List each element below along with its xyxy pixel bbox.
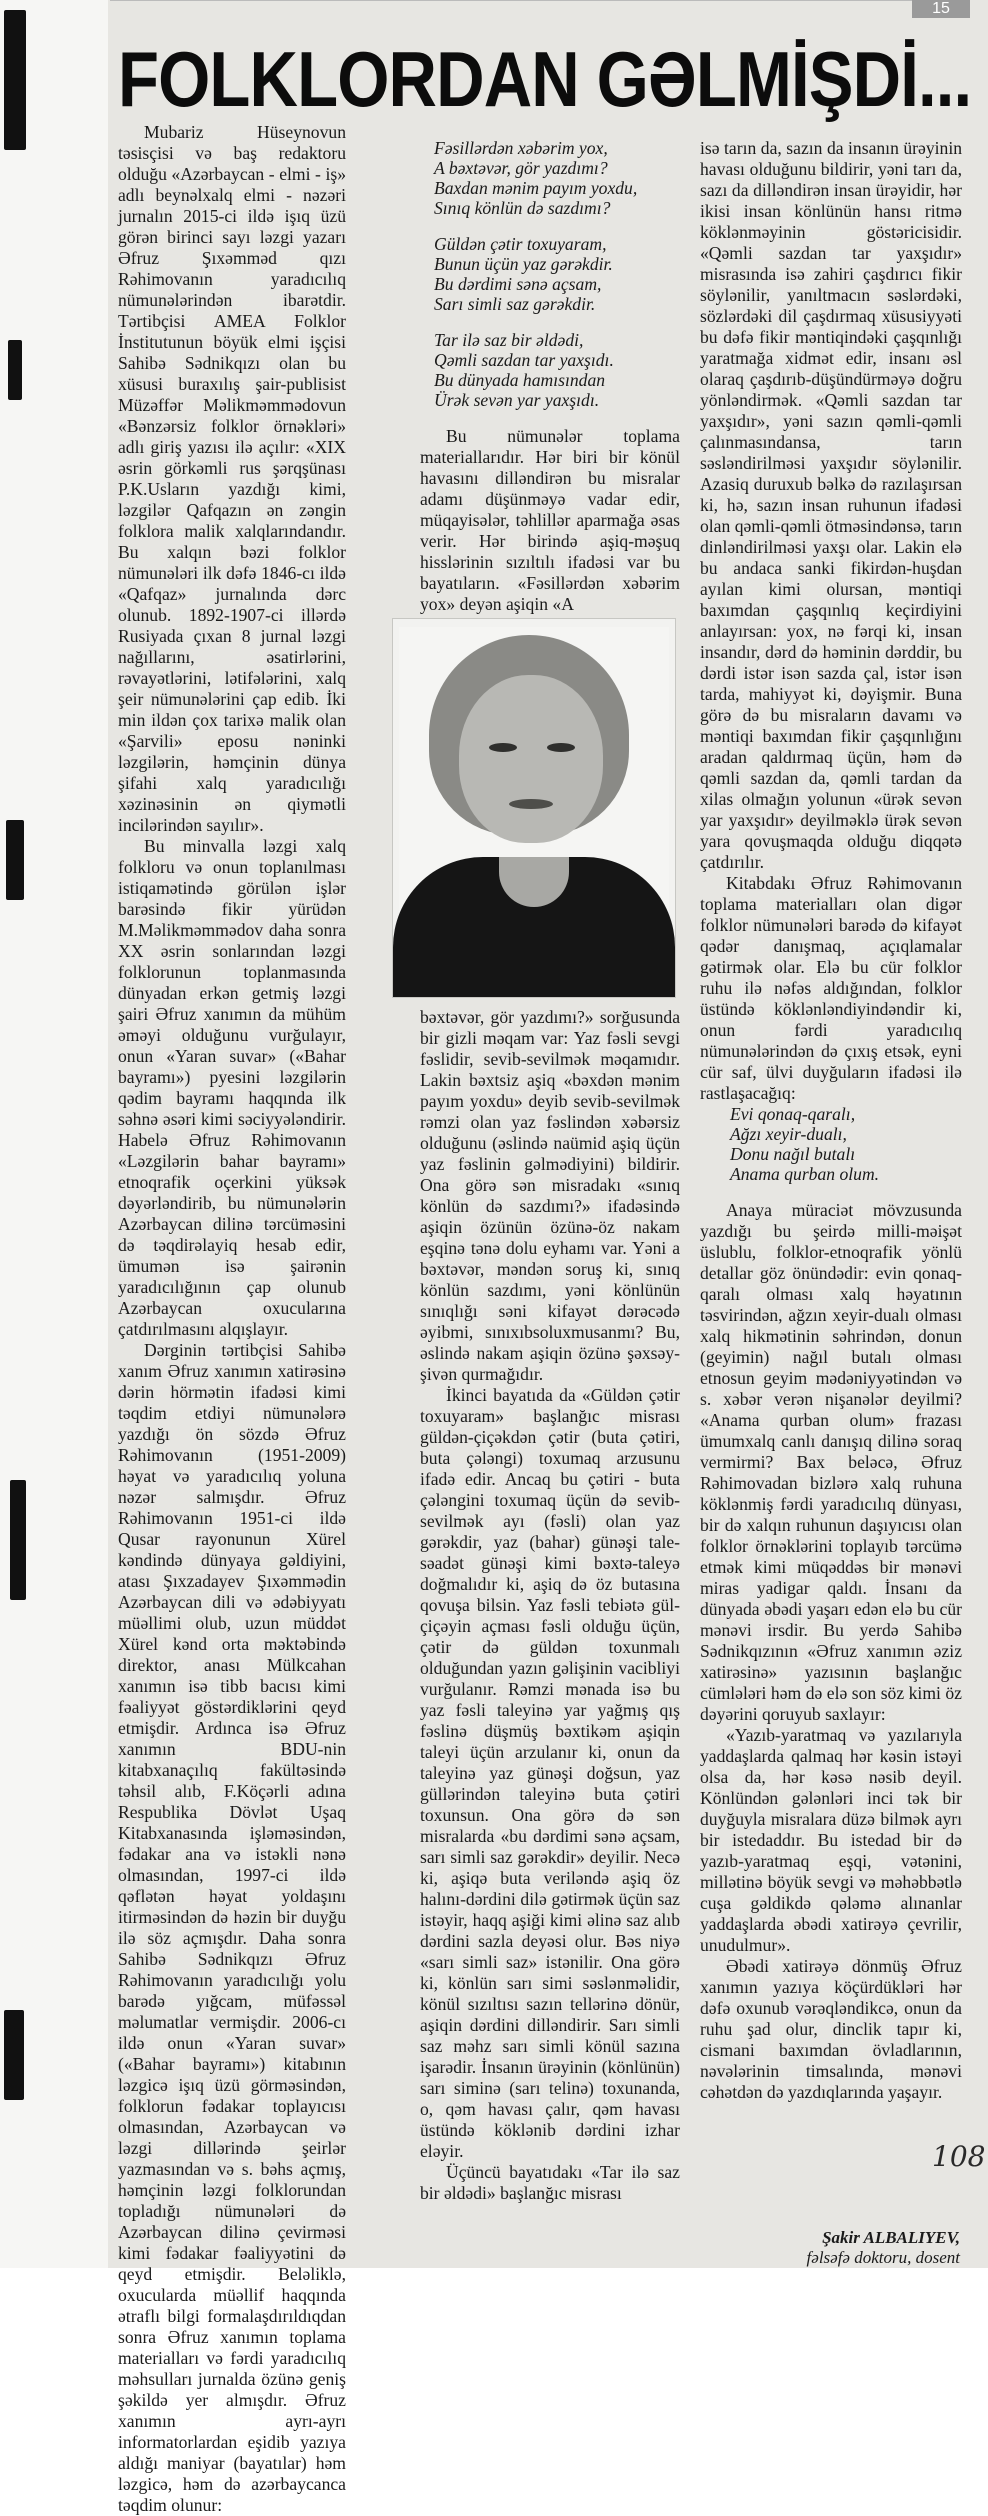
paragraph: Bu nümunələr toplama materiallarıdır. Hər biri bir könül havasını dilləndirən bu misralar adamı düşünməyə vadar edir, müqayisələr, təhlillər aparmağa əsas verir. Hər birində aşiq-məşuq hisslərinin sızıltılı ifadəsi var bu bayatıların. «Fəsillərdən xəbərim yox» deyən aşiqin «A (420, 426, 680, 614)
poem-line: Fəsillərdən xəbərim yox, (434, 138, 608, 158)
poem-line: Sarı simli saz gərəkdir. (434, 294, 596, 314)
ink-smudge (4, 2010, 24, 2100)
portrait-face (459, 675, 603, 843)
poem-stanza-1 (434, 138, 680, 218)
paragraph: bəxtəvər, gör yazdımı?» sorğusunda bir gizli məqam var: Yaz fəsli sevgi fəslidir, sevib-sevilmək məqamıdır. Lakin bəxtsiz aşiq «bəxdən mənim payım yoxdu» deyib sevib-sevilmək rəmzi olan yaz fəslindən xəbərsiz olduğunu (əslində naümid aşiq üçün yaz fəslinin gəlmədiyini) bildirir. Ona görə sən misradakı «sınıq könlün də sazdımı?» ifadəsində aşiqin özünün özünə-öz nakam eşqinə tənə dolu eyhamı var. Yəni a bəxtəvər, məndən soruş ki, sınıq könlün sazdımı, yəni könlünün sınıqlığı səni kifayət dərəcədə əyibmi, sınıxıbsoluxmusanmı? Bu, əslində nakam aşiqin özünə şəxsəy-şivən qurmağıdır. (420, 1007, 680, 1384)
ink-smudge (4, 10, 26, 150)
poem-stanza-4 (730, 1104, 962, 1184)
ink-smudge (10, 1480, 26, 1600)
poem-line: Bu dərdimi sənə açsam, (434, 274, 602, 294)
author-title: fəlsəfə doktoru, dosent (806, 2248, 960, 2267)
poem-line: Güldən çətir toxuyaram, (434, 234, 607, 254)
column-1 (118, 102, 346, 2516)
poem-line: Evi qonaq-qaralı, (730, 1104, 856, 1124)
paragraph: Anaya müraciət mövzusunda yazdığı bu şeirdə milli-məişət üslublu, folklor-etnoqrafik yönlü detallar göz önündədir: evin qonaq-qaralı olması xalq həyatının təsvirindən, ağzın xeyir-dualı olması xalq hikmətinin səhrindən, donun (geyimin) nağıl butalı olması etnosun geyim mədəniyyətindən və s. xəbər verən nişanələr deyilmi? «Anama qurban olum» frazası ümumxalq canlı danışıq dilinə soraq vermirmi? Bax beləcə, Əfruz Rəhimovadan bizlərə xalq ruhuna köklənmiş fərdi yaradıcılıq dünyası, bir də xalqın ruhunun daşıyıcısı olan folklor örnəklərini toplayıb tərcümə etmək kimi müqəddəs bir mənəvi miras yadigar qaldı. İnsanı da dünyada əbədi yaşarı edən elə bu cür mənəvi irsdir. Bu yerdə Sahibə Sədnikqızının «Əfruz xanımın əziz xatirəsinə» yazısının başlanğıc cümlələri həm də elə son söz kimi öz dəyərini qoruyub saxlayır: (700, 1200, 962, 1724)
poem-line: Bu dünyada hamısından (434, 370, 606, 390)
author-name: Şakir ALBALIYEV, (822, 2228, 960, 2247)
poem-line: Qəmli sazdan tar yaxşıdı. (434, 350, 614, 370)
paragraph: Əbədi xatirəyə dönmüş Əfruz xanımın yazıya köçürdükləri hər dəfə oxunub vərəqləndikcə, onun da ruhu şad olur, dinclik tapır ki, cismani baxımdan övladlarının, nəvələrinin timsalında, mənəvi cəhətdən də yazdıqlarında yaşayır. (700, 1956, 962, 2102)
poem-line: Baxdan mənim payım yoxdu, (434, 178, 638, 198)
poem-stanza-2 (434, 234, 680, 314)
paragraph: Dərginin tərtibçisi Sahibə xanım Əfruz xanımın xatirəsinə dərin hörmətin ifadəsi kimi təqdim etdiyi nümunələrə yazdığı ön sözdə Əfruz Rəhimovanın (1951-2009) həyat və yaradıcılıq yoluna nəzər salmışdır. Əfruz Rəhimovanın 1951-ci ildə Qusar rayonunun Xürel kəndində dünyaya gəldiyini, atası Şıxzadayev Şıxəmmədin Azərbaycan dili və ədəbiyyatı müəllimi olub, uzun müddət Xürel kənd orta məktəbində direktor, anası Mülkcahan xanımın isə tibb bacısı kimi fəaliyyət göstərdiklərini qeyd etmişdir. Ardınca isə Əfruz xanımın BDU-nin kitabxanaçılıq fakültəsində təhsil alıb, F.Köçərli adına Respublika Dövlət Uşaq Kitabxanasında işləməsindən, fədakar ana və istəkli nənə olmasından, 1997-ci ildə qəflətən həyat yoldaşını itirməsindən də həzin bir duyğu ilə söz açmışdır. Daha sonra Sahibə Sədnikqızı Əfruz Rəhimovanın yaradıcılığı yolu barədə yığcam, müfəssəl məlumatlar vermişdir. 2006-cı ildə onun «Yaran suvar» («Bahar bayramı») kitabının ləzgicə işıq üzü görməsindən, folklorun fədakar toplayıcısı olmasından, Azərbaycan və ləzgi dillərində şeirlər yazmasından və s. bəhs açmış, həmçinin ləzgi folklorundan topladığı nümunələri də Azərbaycan dilinə çevirməsi kimi fədakar fəaliyyətini də qeyd etmişdir. Beləliklə, oxucularda müəllif haqqında ətraflı bilgi formalaşdırıldıqdan sonra Əfruz xanımın toplama materialları və fərdi yaradıcılıq məhsulları jurnalda özünə geniş şəkildə yer almışdır. Əfruz xanımın ayrı-ayrı informatorlardan eşidib yazıya aldığı maniyar (bayatılar) həm ləzgicə, həm də azərbaycanca təqdim olunur: (118, 1340, 346, 2515)
portrait-mouth (509, 799, 553, 809)
poem-line: Donu nağıl butalı (730, 1144, 856, 1164)
article-headline: FOLKLORDAN GƏLMİŞDİ... (118, 35, 972, 123)
page-number: 15 (912, 0, 970, 18)
paragraph: «Yazıb-yaratmaq və yazılarıyla yaddaşlarda qalmaq hər kəsin istəyi olsa da, hər kəsə nəsib deyil. Könlündən gələnləri inci tək bir duyğuyla misralara düzə bilmək ayrı bir istedaddır. Bu istedad bir də yazıb-yaratmaq eşqi, vətənini, millətinə böyük sevgi və məhəbbətlə cuşa gəldikdə qələmə alınanlar yaddaşlarda əbədi xatirəyə çevrilir, unudulmur». (700, 1725, 962, 1955)
top-rule (110, 0, 970, 15)
column-2 (420, 138, 680, 2204)
poem-line: Tar ilə saz bir əldədi, (434, 330, 584, 350)
author-portrait-photo (392, 618, 676, 998)
poem-line: Anama qurban olum. (730, 1164, 880, 1184)
ink-smudge (6, 820, 24, 900)
left-margin-strip (0, 0, 112, 2268)
ink-smudge (8, 340, 22, 400)
paragraph: Kitabdakı Əfruz Rəhimovanın toplama materialları olan digər folklor nümunələri barədə də kifayət qədər danışmaq, açıqlamalar gətirmək olar. Elə bu cür folklor ruhu ilə nəfəs aldığından, folklor üstündə köklənləndiyindəndir ki, onun fərdi yaradıcılıq nümunələrindən də çıxış etsək, eyni cür saf, ülvi duyğuların ifadəsi ilə rastlaşacağıq: (700, 873, 962, 1103)
poem-stanza-3 (434, 330, 680, 410)
poem-line: Ağzı xeyir-dualı, (730, 1124, 847, 1144)
paragraph: Mubariz Hüseynovun təsisçisi və baş redaktoru olduğu «Azərbaycan - elmi - iş» adlı beynəlxalq elmi - nəzəri jurnalın 2015-ci ildə işıq üzü görən birinci sayı ləzgi yazarı Əfruz Şıxəmməd qızı Rəhimovanın yaradıcılıq nümunələrindən ibarətdir. Tərtibçisi AMEA Folklor İnstitutunun böyük elmi işçisi Sahibə Sədnikqızı olan bu xüsusi buraxılış şair-publisist Müzəffər Məlikməmmədovun «Bənzərsiz folklor örnəkləri» adlı giriş yazısı ilə açılır: «XIX əsrin görkəmli rus şərqşünası P.K.Usların yazdığı kimi, ləzgilər Qafqazın ən zəngin folklora malik xalqlarındandır. Bu xalqın bəzi folklor nümunələri ilk dəfə 1846-cı ildə «Qafqaz» jurnalında dərc olunub. 1892-1907-ci illərdə Rusiyada çıxan 8 jurnal ləzgi nağıllarını, əsatirlərini, rəvayətlərini, lətifələrini, xalq şeir nümunələrini çap edib. İki min ildən çox tarixə malik olan «Şarvili» eposu nəninki ləzgilərin, həmçinin dünya şifahi xalq yaradıcılığı xəzinəsinin ən qiymətli incilərindən sayılır». (118, 122, 346, 835)
author-byline (807, 2228, 960, 2268)
paragraph: isə tarın da, sazın da insanın ürəyinin havası olduğunu bildirir, yəni tarı da, sazı da dilləndirən insan ürəyidir, hər ikisi insan könlünün hansı ritmə köklənməyinin göstəricisidir. «Qəmli sazdan tar yaxşıdır» misrasında isə zahiri çaşdırıcı fikir söylənilir, yanıltmacın səslərdəki, sözlərdəki dil çaşdırmaq xüsusiyyəti bu dəfə fikir məntiqindəki çaşqınlığı yaratmağa xidmət edir, insanı əsl olaraq çaşdırıb-düşündürməyə doğru yönləndirmək. «Qəmli sazdan tar yaxşıdır», yəni sazın qəmli-qəmli çalınmasındansa, tarın səsləndirilməsi yaxşıdır söylənilir. Azasiq duruxub bəlkə də razılaşırsan ki, hə, sazın insan ruhunun ifadəsi olan qəmli-qəmli ötməsindənsə, tarın dinləndirilməsi yaxşı olar. Lakin elə bu andaca sanki fikirdən-huşdan ayılan kimi olursan, məntiqi baxımdan çaşqınlıq keçirdiyini anlayırsan: yox, nə fərqi ki, insan insandır, dərd də həminin dərddir, bu dərdi istər isən sazda çal, istər isən tarda, mahiyyət ki, dəyişmir. Buna görə də bu misraların davamı və məntiqi baxımdan fikir çaşqınlığını aradan qaldırmaq üçün, həm də qəmli sazdan da, qəmli tardan da xilas olmağın yolunun «ürək sevən yar yaxşıdır» deyilməklə ürək sevən yara qovuşmaqda olduğu diqqətə çatdırılır. (700, 138, 962, 872)
portrait-eye (547, 743, 575, 752)
poem-line: Ürək sevən yar yaxşıdı. (434, 390, 600, 410)
poem-line: A bəxtəvər, gör yazdımı? (434, 158, 608, 178)
paragraph: Bu minvalla ləzgi xalq folkloru və onun toplanılması istiqamətində görülən işlər barəsində fikir yürüdən M.Məlikməmmədov daha sonra XX əsrin sonlarından ləzgi folklorunun toplanmasında dünyadan erkən getmiş ləzgi şairi Əfruz xanımın da mühüm əməyi olduğunu vurğulayır, onun «Yaran suvar» («Bahar bayramı») pyesini ləzgilərin qədim bayramı haqqında ilk səhnə əsəri kimi səciyyələndirir. Habelə Əfruz Rəhimovanın «Ləzgilərin bahar bayramı» etnoqrafik oçerkini yüksək dəyərləndirib, bu nümunələrin Azərbaycan dilinə tərcüməsini də təqdirəlayiq hesab edir, ümumən isə şairənin yaradıcılığının çap olunub Azərbaycan oxucularına çatdırılmasını alqışlayır. (118, 836, 346, 1339)
poem-line: Sınıq könlün də sazdımı? (434, 198, 611, 218)
handwritten-page-note: 108 (932, 2140, 986, 2173)
paragraph: İkinci bayatıda da «Güldən çətir toxuyaram» başlanğıc misrası güldən-çiçəkdən çətir (buta çətiri, buta çələngi) toxumaq arzusunu ifadə edir. Ancaq bu çətiri - buta çələngini toxumaq üçün də sevib-sevilmək ayı (fəsli) olan yaz gərəkdir, yaz (bahar) günəşi tale-səadət günəşi kimi bəxtə-taleyə doğmalıdır ki, aşiq də öz butasına qovuşa bilsin. Yaz fəsli tebiətə gül-çiçəyin açması fəsli olduğu üçün, çətir də güldən toxunmalı olduğundan yazın gəlişinin vacibliyi vurğulanır. Rəmzi mənada isə bu yaz fəsli taleyinə yar yağmış qış fəslinə düşmüş bəxtikəm aşiqin taleyi üçün arzulanır ki, onun da taleyinə yaz günəşi doğsun, yaz güllərindən taleyinə buta çətiri toxunsun. Ona görə də sən misralarda «bu dərdimi sənə açsam, sarı simli saz gərəkdir» deyilir. Necə ki, aşiqə buta veriləndə aşiq öz halını-dərdini dilə gətirmək üçün saz istəyir, haqq aşiği kimi əlinə saz alıb dərdini sazla deyəsi olur. Bəs niyə «sarı simli saz» istənilir. Ona görə ki, könlün sarı simi səslənməlidir, könül sızıltısı sazın tellərinə dönür, aşiqin dərdini dilləndirir. Sarı simli saz məhz sarı simli könül sazına işarədir. İnsanın ürəyinin (könlünün) sarı siminə (sarı telinə) toxunanda, o, qəm havası çalır, qəm havası üstündə köklənib dərdini izhar eləyir. (420, 1385, 680, 2161)
column-3 (700, 138, 962, 2103)
paragraph: Üçüncü bayatıdakı «Tar ilə saz bir əldədi» başlanğıc misrası (420, 2162, 680, 2203)
portrait-eye (489, 743, 517, 752)
poem-line: Bunun üçün yaz gərəkdir. (434, 254, 613, 274)
